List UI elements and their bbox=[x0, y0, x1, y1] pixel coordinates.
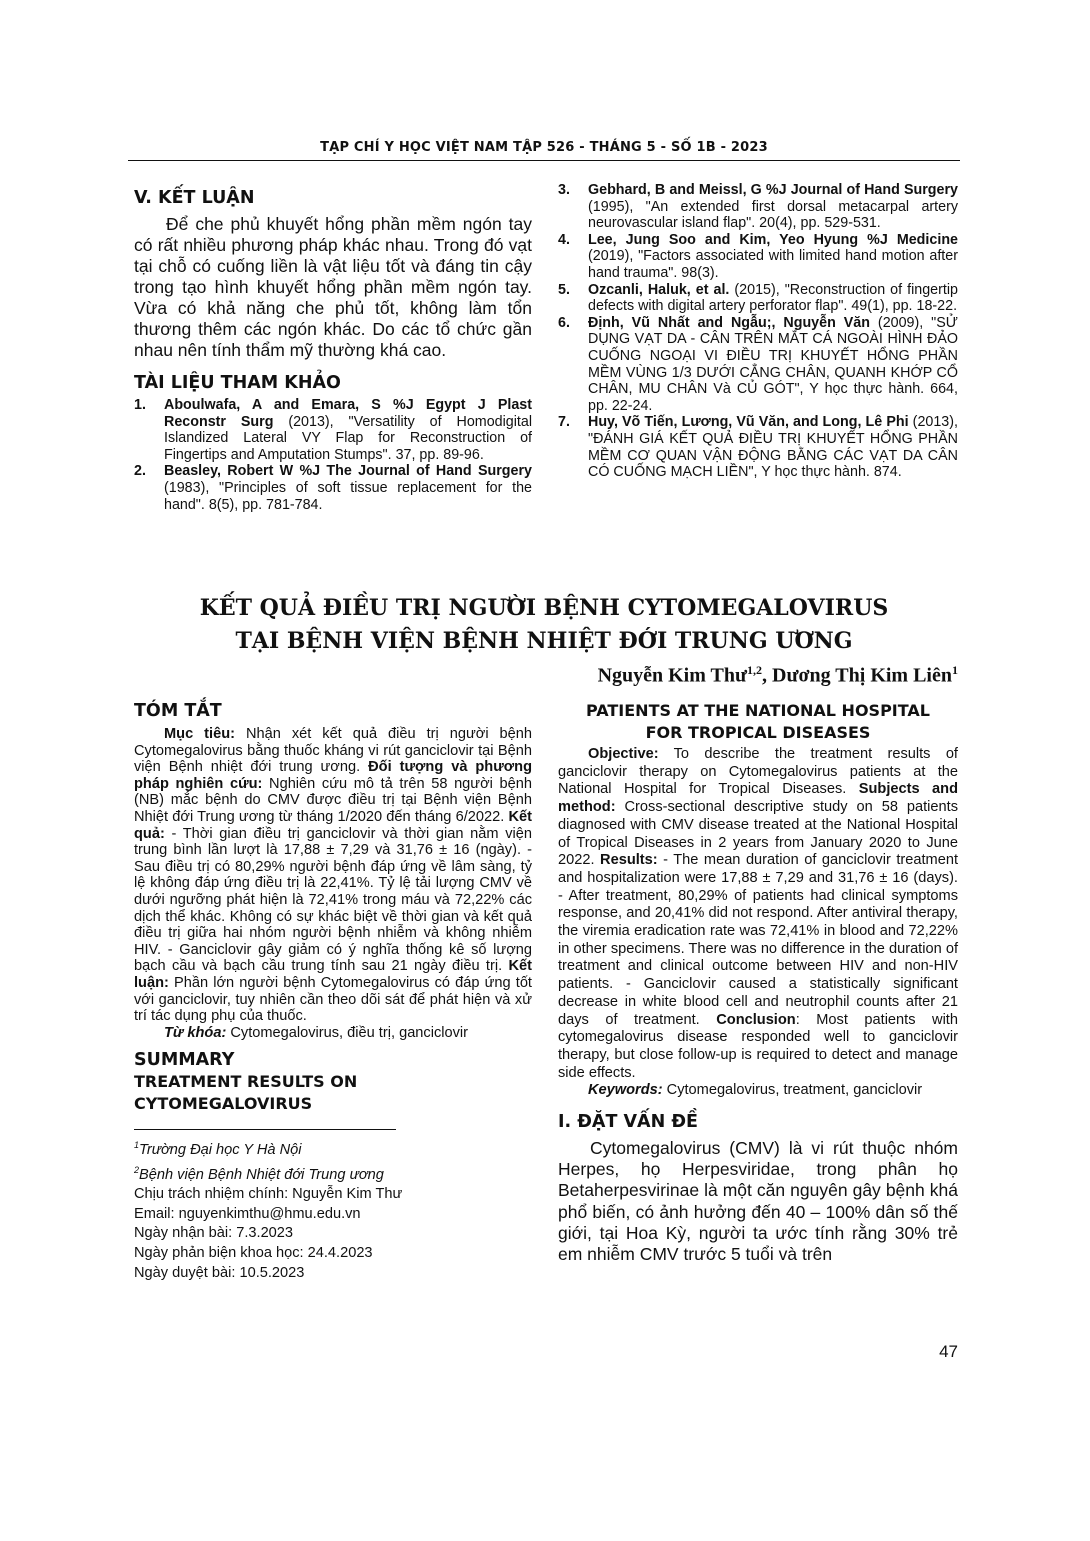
reference-authors: Beasley, Robert W %J The Journal of Hand Surgery bbox=[164, 463, 532, 480]
reference-number: 7. bbox=[558, 414, 570, 431]
journal-header: TẠP CHÍ Y HỌC VIỆT NAM TẬP 526 - THÁNG 5 - SỐ 1B - 2023 bbox=[320, 140, 768, 155]
date-accepted: Ngày duyệt bài: 10.5.2023 bbox=[134, 1264, 305, 1281]
reference-item bbox=[134, 397, 532, 463]
summary-conclusion-label: Conclusion bbox=[716, 1011, 796, 1028]
references-list-a bbox=[134, 397, 532, 513]
summary-objective-text: To describe the treatment results of ganciclovir therapy on Cytomegalovirus patients at the National Hospital for Tropical Diseases. bbox=[558, 746, 958, 798]
objective-text: Nhận xét kết quả điều trị người bệnh Cytomegalovirus bằng thuốc kháng vi rút ganciclovir tại Bệnh viện Bệnh nhiệt đới trung ương. bbox=[134, 726, 532, 776]
reference-details: (2019), "Factors associated with limited hand motion after hand trauma". 98(3). bbox=[588, 248, 958, 281]
summary-method-label: Subjects and method: bbox=[558, 781, 958, 816]
affiliation-2-marker: 2 bbox=[134, 1164, 140, 1175]
reference-details: (2013), "Versatility of Homodigital Islandized Lateral VY Flap for Reconstruction of Fingertips and Amputation Stumps". 37, pp. 89-96. bbox=[164, 413, 532, 463]
author-2-affiliation: 1 bbox=[952, 663, 958, 677]
page-number: 47 bbox=[939, 1342, 958, 1361]
reference-number: 3. bbox=[558, 182, 570, 198]
results-text: - Thời gian điều trị ganciclovir và thời gian nằm viện trung bình lần lượt là 17,88 ± 7,29 và 31,76 ± 16 (ngày). - Sau điều trị có 80,29% người bệnh đáp ứng về lâm sàng, tỷ lệ không đáp ứng điều trị là 22,41%. Tỷ lệ tải lượng CMV về dưới ngưỡng phát hiện là 72,41% trong máu và 72,22% các dịch thể khác. Không có sự khác biệt về thời gian và kết quả điều trị giữa hai nhóm người bệnh nhiễm và không nhiễm HIV. - Ganciclovir gây giảm có ý nghĩa thống kê số lượng bạch cầu và bạch cầu trung tính sau 21 ngày điều trị. bbox=[134, 825, 532, 975]
summary-keywords-text: Cytomegalovirus, treatment, ganciclovir bbox=[662, 1082, 923, 1099]
footnotes bbox=[134, 1136, 532, 1283]
bottom-left-column bbox=[134, 700, 532, 1283]
results-label: Kết quả: bbox=[134, 808, 532, 842]
reference-number: 5. bbox=[558, 281, 570, 298]
reference-authors: Định, Vũ Nhất and Ngẫu;, Nguyễn Văn bbox=[588, 314, 870, 331]
reference-authors: Ozcanli, Haluk, et al. bbox=[588, 281, 730, 298]
summary-keywords bbox=[558, 1082, 958, 1100]
reference-number: 1. bbox=[134, 397, 146, 413]
keywords-label: Từ khóa: bbox=[164, 1024, 227, 1041]
reference-item bbox=[558, 414, 958, 480]
summary-text bbox=[558, 746, 958, 1082]
reference-details: (2015), "Reconstruction of fingertip defects with digital artery perforator flap". 49(1), pp. 18-22. bbox=[588, 281, 958, 315]
reference-authors: Aboulwafa, A and Emara, S %J Egypt J Plast Reconstr Surg bbox=[164, 397, 532, 430]
intro-text: Cytomegalovirus (CMV) là vi rút thuộc nhóm Herpes, họ Herpesviridae, trong phân họ Betaherpesvirinae là một căn nguyên gây bệnh khá phổ biến, có ảnh hưởng đến 40 – 100% dân số thế giới, tại Hoa Kỳ, người ta ước tính rằng 30% trẻ em nhiễm CMV trước 5 tuổi và trên bbox=[558, 1138, 958, 1265]
date-received: Ngày nhận bài: 7.3.2023 bbox=[134, 1225, 294, 1242]
keywords-vi bbox=[134, 1025, 532, 1042]
conclusion-label: Kết luận: bbox=[134, 958, 532, 991]
reference-item bbox=[558, 282, 958, 315]
affiliation-2 bbox=[134, 1161, 532, 1185]
author-separator: , bbox=[762, 664, 773, 687]
objective-label: Mục tiêu: bbox=[164, 726, 235, 742]
author-email: Email: nguyenkimthu@hmu.edu.vn bbox=[134, 1205, 361, 1222]
summary-results-label: Results: bbox=[600, 852, 658, 869]
conclusion-text: Để che phủ khuyết hổng phần mềm ngón tay có rất nhiều phương pháp khác nhau. Trong đó vạt tại chỗ có cuống liền là vật liệu tốt và đáng tin cậy trong tạo hình khuyết hổng phần mềm ngón tay. Vừa có khả năng che phủ tốt, không làm tổn thương thêm các ngón khác. Do các tổ chức gần nhau nên tính thẩm mỹ thường khá cao. bbox=[134, 214, 532, 360]
reference-details: (2009), "SỬ DỤNG VẠT DA - CÂN TRÊN MẮT CÁ NGOÀI HÌNH ĐẢO CUỐNG NGOẠI VI ĐIỀU TRỊ KHUYẾT HỔNG PHẦN MỀM VÙNG 1/3 DƯỚI CẲNG CHÂN, QUANH KHỚP CỔ CHÂN, MU CHÂN Và CỦ GÓT", Y học thực hành. 664, pp. 22-24. bbox=[588, 314, 958, 414]
conclusion-heading: V. KẾT LUẬN bbox=[134, 188, 255, 208]
reference-item bbox=[558, 232, 958, 282]
reference-details: (1995), "An extended first dorsal metacarpal artery neurovascular island flap". 20(4), pp. 529-531. bbox=[588, 198, 958, 232]
article-title bbox=[128, 592, 960, 658]
intro-heading: I. ĐẶT VẤN ĐỀ bbox=[558, 1112, 698, 1133]
reference-number: 2. bbox=[134, 463, 146, 480]
date-reviewed: Ngày phản biện khoa học: 24.4.2023 bbox=[134, 1244, 373, 1261]
reference-item bbox=[134, 463, 532, 513]
summary-title-part-2 bbox=[558, 700, 958, 744]
affiliation-2-text: Bệnh viện Bệnh Nhiệt đới Trung ương bbox=[139, 1166, 384, 1183]
reference-item bbox=[558, 315, 958, 415]
conclusion-text: Phần lớn người bệnh Cytomegalovirus có đáp ứng tốt với ganciclovir, tuy nhiên cần theo dõi sát để phát hiện và xử trí tác dụng phụ của thuốc. bbox=[134, 974, 532, 1025]
summary-heading: SUMMARY bbox=[134, 1050, 235, 1071]
affiliation-1-marker: 1 bbox=[134, 1140, 140, 1151]
references-list-b bbox=[558, 182, 958, 481]
references-heading: TÀI LIỆU THAM KHẢO bbox=[134, 373, 341, 393]
reference-details: (1983), "Principles of soft tissue replacement for the hand". 8(5), pp. 781-784. bbox=[164, 479, 532, 513]
article-title-line-1: KẾT QUẢ ĐIỀU TRỊ NGƯỜI BỆNH CYTOMEGALOVIRUS bbox=[199, 595, 889, 621]
top-right-column bbox=[558, 182, 958, 481]
summary-results-text: - The mean duration of ganciclovir treatment and hospitalization were 17,88 ± 7,29 and 31,76 ± 16 (days). - After treatment, 80,29% of patients had clinical symptoms response, and 20,41% did not respond. After antiviral therapy, the viremia eradication rate was 72,41% in blood and 72,22% in other specimens. There was no difference in the duration of treatment and clinical outcome between HIV and non-HIV patients. - Ganciclovir caused a statistically significant decrease in white blood cell and neutrophil counts after 21 days of treatment. bbox=[558, 852, 958, 1028]
summary-method-text: Cross-sectional descriptive study on 58 patients diagnosed with CMV disease treated at the National Hospital of Tropical Diseases in 2 years from January 2020 to June 2022. bbox=[558, 799, 958, 869]
summary-title-part-1: TREATMENT RESULTS ON CYTOMEGALOVIRUS bbox=[134, 1072, 358, 1114]
summary-title-line-2: PATIENTS AT THE NATIONAL HOSPITAL bbox=[585, 701, 930, 720]
reference-authors: Lee, Jung Soo and Kim, Yeo Hyung %J Medicine bbox=[588, 231, 958, 248]
author-1-affiliation: 1,2 bbox=[747, 663, 763, 677]
author-2: Dương Thị Kim Liên bbox=[772, 664, 952, 687]
abstract-vi-text bbox=[134, 726, 532, 1025]
method-label: Đối tượng và phương pháp nghiên cứu: bbox=[134, 759, 532, 792]
affiliation-1 bbox=[134, 1136, 532, 1160]
bottom-right-column bbox=[558, 700, 958, 1265]
reference-details: (2013), "ĐÁNH GIÁ KẾT QUẢ ĐIỀU TRỊ KHUYẾT HỔNG PHẦN MỀM CƠ QUAN VẬN ĐỘNG BẰNG CÁC VẠT DA CÂN CÓ CUỐNG MẠCH LIỀN", Y học thực hành. 874. bbox=[588, 414, 958, 481]
summary-keywords-label: Keywords: bbox=[588, 1082, 663, 1099]
abstract-vi-heading: TÓM TẮT bbox=[134, 701, 222, 721]
summary-conclusion-text: : Most patients with cytomegalovirus disease responded well to ganciclovir therapy, but close follow-up is required to detect and manage side effects. bbox=[558, 1011, 958, 1081]
top-left-column bbox=[134, 188, 532, 513]
article-authors bbox=[598, 663, 958, 688]
keywords-text: Cytomegalovirus, điều trị, ganciclovir bbox=[226, 1024, 469, 1041]
affiliation-1-text: Trường Đại học Y Hà Nội bbox=[139, 1142, 302, 1159]
reference-number: 4. bbox=[558, 231, 570, 248]
summary-title-line-3: FOR TROPICAL DISEASES bbox=[645, 723, 871, 742]
reference-authors: Huy, Võ Tiến, Lương, Vũ Văn, and Long, Lê Phi bbox=[588, 414, 909, 431]
reference-item bbox=[558, 182, 958, 232]
footnote-rule bbox=[134, 1129, 396, 1130]
author-1: Nguyễn Kim Thư bbox=[597, 664, 748, 687]
reference-authors: Gebhard, B and Meissl, G %J Journal of Hand Surgery bbox=[588, 182, 958, 198]
reference-number: 6. bbox=[558, 314, 570, 331]
header-rule bbox=[128, 160, 960, 161]
summary-objective-label: Objective: bbox=[588, 746, 659, 762]
method-text: Nghiên cứu mô tả trên 58 người bệnh (NB) mắc bệnh do CMV được điều trị tại Bệnh viện Bệnh Nhiệt đới Trung ương từ tháng 1/2020 đến tháng 6/2022. bbox=[134, 775, 532, 825]
article-title-line-2: TẠI BỆNH VIỆN BỆNH NHIỆT ĐỚI TRUNG ƯƠNG bbox=[235, 628, 853, 654]
responsible-author: Chịu trách nhiệm chính: Nguyễn Kim Thư bbox=[134, 1186, 403, 1203]
